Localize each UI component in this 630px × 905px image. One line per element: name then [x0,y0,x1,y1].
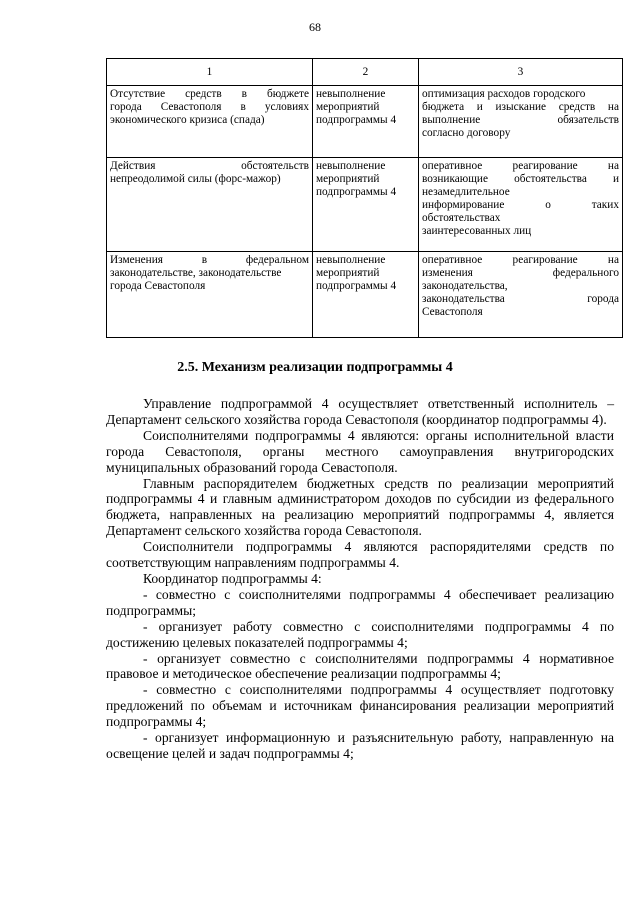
column-header: 2 [313,59,419,86]
cell-line: законодательстве, законодательстве [110,267,282,279]
consequence-cell [313,252,419,338]
cell-line: оперативное реагирование на [422,254,619,266]
list-item: - организует совместно с соисполнителями подпрограммы 4 нормативное правовое и методическое обеспечение реализации подпрограммы 4; [106,650,614,682]
cell-line: законодательства, [422,280,508,292]
risk-cell [107,86,313,158]
cell-line: невыполнение [316,160,386,172]
cell-line: законодательства города [422,293,619,305]
section-title: 2.5. Механизм реализации подпрограммы 4 [177,360,453,375]
cell-line: оптимизация расходов городского [422,88,586,100]
cell-line: информирование о таких [422,199,619,211]
cell-line: невыполнение [316,254,386,266]
cell-line: возникающие обстоятельства и [422,173,619,185]
cell-line: незамедлительное [422,186,510,198]
cell-line: мероприятий [316,267,380,279]
paragraph: Соисполнители подпрограммы 4 являются распорядителями средств по соответствующим направлениям подпрограммы 4. [106,539,614,571]
risk-cell [107,252,313,338]
column-header: 3 [419,59,623,86]
cell-line: Действия обстоятельств [110,160,309,172]
table-header-row [107,59,623,86]
table-row [107,158,623,252]
cell-line: подпрограммы 4 [316,186,397,198]
cell-line: Отсутствие средств в бюджете [110,88,309,100]
cell-line: мероприятий [316,173,380,185]
cell-line: города Севастополя в условиях [110,101,309,113]
cell-line: подпрограммы 4 [316,114,397,126]
table-row [107,252,623,338]
cell-line: обстоятельствах [422,212,501,224]
cell-line: подпрограммы 4 [316,280,397,292]
cell-line: выполнение обязательств [422,114,619,126]
measures-cell [419,86,623,158]
table-row [107,86,623,158]
cell-line: мероприятий [316,101,380,113]
list-item: - совместно с соисполнителями подпрограммы 4 осуществляет подготовку предложений по объемам и источникам финансирования реализации мероприятий подпрограммы 4; [106,682,614,730]
column-header: 1 [107,59,313,86]
cell-line: заинтересованных лиц [422,225,532,237]
paragraph: Координатор подпрограммы 4: [143,570,322,586]
risk-table [106,58,623,338]
cell-line: бюджета и изыскание средств на [422,101,619,113]
cell-line: изменения федерального [422,267,619,279]
cell-line: города Севастополя [110,280,206,292]
cell-line: экономического кризиса (спада) [110,114,265,126]
cell-line: непреодолимой силы (форс-мажор) [110,173,281,185]
cell-line: оперативное реагирование на [422,160,619,172]
consequence-cell [313,158,419,252]
list-item: - организует информационную и разъяснительную работу, направленную на освещение целей и задач подпрограммы 4; [106,730,614,761]
page-number: 68 [309,20,321,34]
cell-line: Севастополя [422,306,483,318]
consequence-cell [313,86,419,158]
cell-line: Изменения в федеральном [110,254,309,266]
cell-line: невыполнение [316,88,386,100]
list-item: - совместно с соисполнителями подпрограммы 4 обеспечивает реализацию подпрограммы; [106,586,614,618]
risk-cell [107,158,313,252]
measures-cell [419,252,623,338]
list-item: - организует работу совместно с соисполнителями подпрограммы 4 по достижению целевых показателей подпрограммы 4; [106,618,614,650]
paragraph: Главным распорядителем бюджетных средств по реализации мероприятий подпрограммы 4 и главным администратором доходов по субсидии из федерального бюджета, направленных на реализацию мероприятий подпрограммы 4, является Департамент сельского хозяйства города Севастополя. [106,475,614,539]
cell-line: согласно договору [422,127,511,139]
paragraph: Управление подпрограммой 4 осуществляет ответственный исполнитель – Департамент сельского хозяйства города Севастополя (координатор подпрограммы 4). [106,396,614,427]
measures-cell [419,158,623,252]
body-text [106,396,614,762]
paragraph: Соисполнителями подпрограммы 4 являются: органы исполнительной власти города Севастополя, органы местного самоуправления внутригородских муниципальных образований города Севастополя. [106,427,614,475]
